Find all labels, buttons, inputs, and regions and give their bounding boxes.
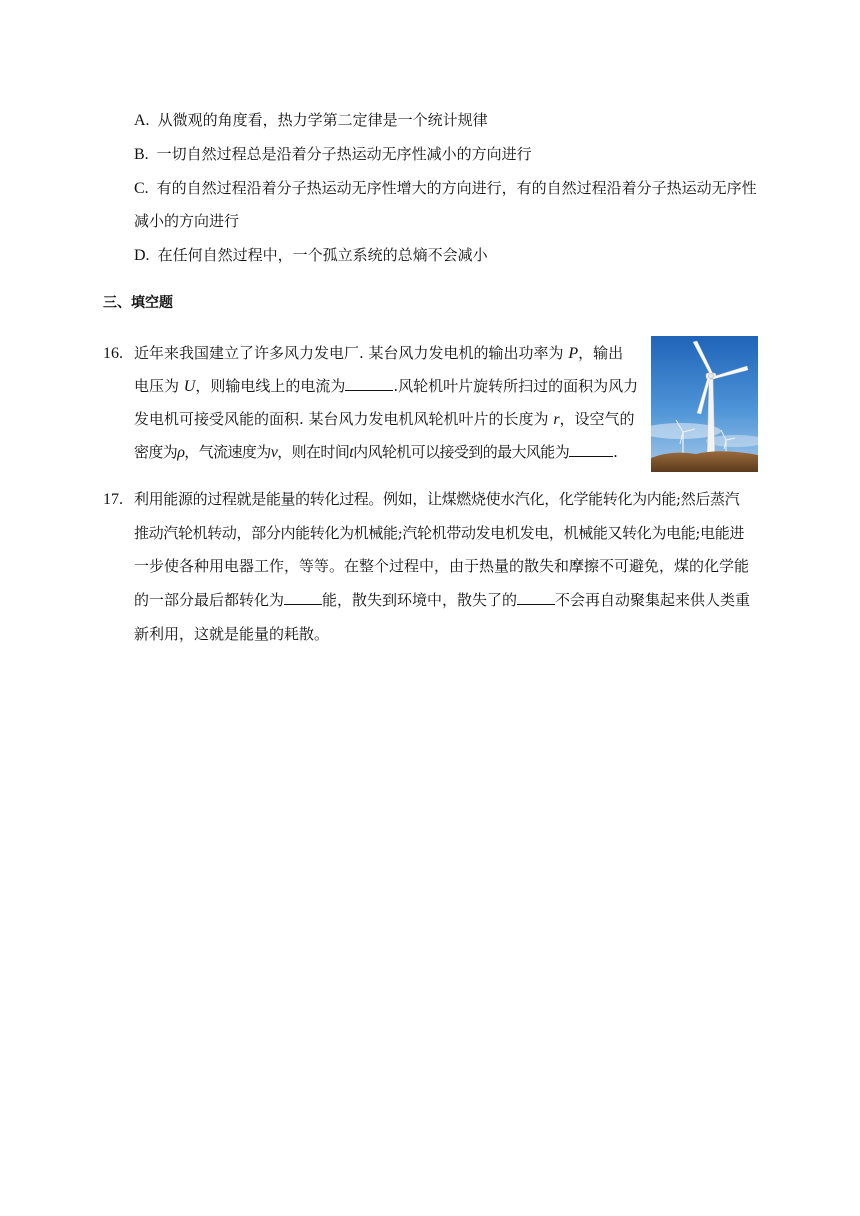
q16-number: 16. [103,345,123,362]
wind-turbine-photo [651,336,758,472]
q16-line2: 电压为 U，则输电线上的电流为 .风轮机叶片旋转所扫过的面积为风力 [134,377,639,395]
q17-line4: 的一部分最后都转化为 能，散失到环境中，散失了的 不会再自动聚集起来供人类重 [134,591,751,609]
section-title: 三、填空题 [103,295,173,311]
q16-line4: 密度为ρ，气流速度为v，则在时间t内风轮机可以接受到的最大风能为 . [134,443,618,461]
q16-var-v: v [270,444,278,461]
option-b-text: 一切自然过程总是沿着分子热运动无序性减小的方向进行 [156,145,532,163]
q16-line1: 近年来我国建立了许多风力发电厂. 某台风力发电机的输出功率为 P，输出 [134,344,624,362]
q16-var-r: r [553,411,560,428]
q17-line1: 利用能源的过程就是能量的转化过程。例如，让煤燃烧使水汽化，化学能转化为内能;然后蒸汽 [134,490,740,508]
q16-var-rho: ρ [177,444,185,461]
option-d-label: D. [134,247,150,264]
q17-number: 17. [103,491,123,508]
option-c-continued: 减小的方向进行 [134,212,240,230]
option-b-label: B. [134,146,149,163]
option-a [134,110,488,131]
option-b [134,144,532,165]
q16-var-u: U [183,378,196,395]
option-a-text: 从微观的角度看，热力学第二定律是一个统计规律 [157,111,488,129]
option-d-text: 在任何自然过程中，一个孤立系统的总熵不会减小 [157,246,488,264]
option-c [134,178,757,199]
q17-line3: 一步使各种用电器工作，等等。在整个过程中，由于热量的散失和摩擦不可避免，煤的化学能 [134,557,750,575]
q17-line2: 推动汽轮机转动，部分内能转化为机械能;汽轮机带动发电机发电，机械能又转化为电能;电能进 [134,524,745,542]
q17-blank-1[interactable] [284,590,322,605]
q16-var-p: P [568,345,579,362]
q17-line5: 新利用，这就是能量的耗散。 [134,625,330,643]
option-d [134,245,488,266]
q16-var-t: t [349,444,354,461]
q16-line3: 发电机可接受风能的面积. 某台风力发电机风轮机叶片的长度为 r，设空气的 [134,410,635,428]
option-c-text-line1: 有的自然过程沿着分子热运动无序性增大的方向进行，有的自然过程沿着分子热运动无序性 [156,179,757,197]
q16-blank-2[interactable] [569,442,613,457]
q16-blank-1[interactable] [345,376,393,391]
q17-blank-2[interactable] [517,590,555,605]
option-a-label: A. [134,112,150,129]
option-c-label: C. [134,180,149,197]
